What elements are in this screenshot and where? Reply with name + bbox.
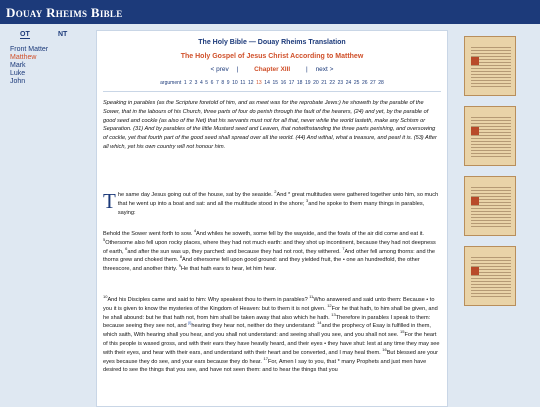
verse-number: 12 [327, 302, 332, 308]
divider [103, 91, 441, 92]
verse-number: 16 [382, 346, 387, 352]
verse-4: And whiles he soweth, some fell by the wayside, and the fowls of the air did come and eat it. [196, 231, 424, 237]
chapter-link-12[interactable]: 12 [248, 80, 254, 86]
chapter-summary [103, 99, 441, 152]
page-lines [471, 115, 511, 159]
header-bar [0, 0, 540, 24]
verse-number: 15 [399, 329, 405, 335]
illuminated-initial [471, 127, 479, 135]
illuminated-initial [471, 197, 479, 205]
manuscript-thumbnail[interactable] [464, 246, 516, 306]
prev-chapter-link[interactable]: < prev [210, 66, 229, 73]
chapter-link-24[interactable]: 24 [345, 80, 352, 86]
verse-paragraph-2 [103, 230, 441, 274]
chapter-links [97, 80, 447, 86]
verse-number: 7 [342, 245, 345, 251]
sidebar-item-front-matter[interactable]: Front Matter [10, 46, 49, 53]
verse-5: Othersome also fell upon rocky places, where they had not much earth: and they shot up incontinent, because they had not deepness of earth, [103, 239, 436, 255]
chapter-link-13[interactable]: 13 [256, 80, 262, 86]
illuminated-initial [471, 267, 479, 275]
verse-7: And other fell among thorns: and the thorns grew and choked them. [103, 248, 435, 264]
chapter-link-22[interactable]: 22 [329, 80, 335, 86]
manuscript-thumbnail[interactable] [464, 106, 516, 166]
verse-number: 11 [309, 294, 314, 300]
page-lines [471, 185, 511, 229]
chapter-link-21[interactable]: 21 [321, 80, 327, 86]
chapter-link-16[interactable]: 16 [280, 80, 287, 86]
verse-paragraph-1 [103, 191, 441, 217]
verse-17: For, Amen I say to you, that * many Prophets and just men have desired to see the things that you see, and have not seen them: and to hear the things that you [103, 358, 427, 374]
manuscript-thumbnail[interactable] [464, 176, 516, 236]
chapter-link-14[interactable]: 14 [264, 80, 270, 86]
verse-16: But blessed are your eyes because they do see, and your ears because they do hear. [103, 349, 438, 365]
sidebar-item-john[interactable]: John [10, 78, 26, 85]
verse-2: And * great multitudes were gathered together unto him, so much that he went up into a boat and sat: and all the multitude stood in the shore; [117, 192, 439, 207]
chapter-link-1[interactable]: 1 [183, 80, 187, 86]
book-list [10, 46, 48, 86]
page-lines [471, 255, 511, 299]
manuscript-thumbnail[interactable] [464, 36, 516, 96]
verse-8: And othersome fell upon good ground: and they yielded fruit, the • one an hundredfold, the other threescore, and another thirty. [103, 257, 420, 273]
verse-12: For he that hath, to him shall be given, and he shall abound: but he that hath not, from him shall be taken away that also which he hath. [103, 305, 438, 321]
verse-13: Therefore in parables I speak to them: because seeing they see not, and [103, 314, 431, 330]
chapter-link-27[interactable]: 27 [370, 80, 376, 86]
manuscript-thumbnails [452, 24, 540, 405]
chapter-link-6[interactable]: 6 [210, 80, 214, 86]
sidebar-item-matthew[interactable]: Matthew [10, 54, 37, 61]
verse-3: and he spoke to them many things in parables, saying: [117, 200, 425, 216]
testament-tabs [6, 31, 88, 43]
verse-10: And his Disciples came and said to him: Why speakest thou to them in parables? [107, 297, 308, 303]
sidebar [0, 24, 92, 405]
verse-3b: Behold the Sower went forth to sow. [103, 231, 193, 237]
chapter-nav [97, 66, 447, 73]
verse-number: 6 [125, 245, 128, 251]
illuminated-initial [471, 57, 479, 65]
book-title: The Holy Gospel of Jesus Christ According to Matthew [180, 53, 364, 60]
next-chapter-link[interactable]: next > [315, 66, 334, 73]
footnote-link[interactable]: [i] [188, 320, 192, 326]
site-brand[interactable]: Douay Rheims Bible [6, 5, 123, 20]
verse-11: Who answered and said unto them: Because • to you it is given to know the mysteries of the Kingdom of Heaven: but to them it is not given. [103, 297, 435, 312]
verse-number: 4 [193, 228, 197, 234]
verse-9: He that hath ears to hear, let him hear. [181, 266, 277, 273]
chapter-link-4[interactable]: 4 [199, 80, 203, 86]
chapter-link-20[interactable]: 20 [313, 80, 319, 86]
chapter-link-26[interactable]: 26 [361, 80, 368, 86]
main-content [96, 30, 448, 407]
verse-number: 10 [103, 294, 108, 300]
page-lines [471, 45, 511, 89]
current-chapter: Chapter XIII [254, 66, 291, 73]
verse-15: For the heart of this people is waxed gross, and with their ears they have heavily heard, and their eyes • they have shut: lest at any time they may see with their eyes, and hear with their ears, and understand with their heart and be converted, and I may heal them. [103, 332, 440, 356]
chapter-link-19[interactable]: 19 [305, 80, 311, 86]
tab-ot[interactable]: OT [20, 31, 30, 38]
verse-number: 8 [179, 254, 183, 260]
chapter-link-15[interactable]: 15 [272, 80, 278, 86]
nav-separator: | [306, 66, 308, 73]
verse-number: 13 [331, 311, 336, 317]
argument-link[interactable]: argument [160, 80, 182, 86]
page-title: The Holy Bible — Douay Rheims Translation [198, 39, 346, 46]
chapter-link-17[interactable]: 17 [288, 80, 295, 86]
chapter-link-7[interactable]: 7 [216, 80, 219, 86]
chapter-link-3[interactable]: 3 [194, 80, 198, 86]
chapter-link-5[interactable]: 5 [205, 80, 209, 86]
summary-text: Speaking in parables (as the Scripture foretold of him, and as meet was for the reprobate Jews:) he showeth by the parable of the Sower, that in the labours of his Church, three parts of four do perish through the fault of the hearers, (24) and yet, by the parable of good seed and cockle (as also of the Net) that his servants must not for all that, never while the world lasteth, make any Schism or Separation. (31) And by parables of the little Mustard seed and Leaven, that notwithstanding the three parts perishing, and oversowing of cockle, yet that fourth part of the good seed shall spread over all the world. (44) And withal, what a treasure, and pearl it is. (53) After all which, yet his own country will not honour him. [103, 100, 437, 150]
verse-1: he same day Jesus going out of the house, sat by the seaside. [117, 192, 273, 198]
chapter-link-18[interactable]: 18 [296, 80, 303, 86]
chapter-link-10[interactable]: 10 [232, 80, 238, 86]
verse-number: 9 [178, 263, 182, 269]
verse-number: 17 [263, 355, 268, 361]
verse-6: and after the sun was up, they parched: and because they had not root, they withered. [127, 248, 341, 255]
chapter-link-9[interactable]: 9 [226, 80, 230, 86]
verse-number: 5 [103, 236, 106, 242]
drop-cap: T [103, 189, 116, 213]
verse-14: and the prophecy of Esay is fulfilled in them, which saith, With hearing shall you hear, and you shall not understand: and seeing shall you see, and you shall not see. [103, 323, 431, 339]
chapter-link-11[interactable]: 11 [240, 80, 246, 86]
chapter-link-23[interactable]: 23 [337, 80, 344, 86]
chapter-link-8[interactable]: 8 [221, 80, 225, 86]
verse-number: 2 [274, 189, 277, 195]
chapter-link-25[interactable]: 25 [353, 80, 360, 86]
nav-separator: | [236, 66, 239, 73]
verse-paragraph-3 [103, 296, 441, 375]
tab-nt[interactable]: NT [58, 31, 68, 38]
sidebar-item-luke[interactable]: Luke [10, 70, 26, 77]
verse-13b: hearing they hear not, neither do they understand: [191, 323, 316, 330]
chapter-link-28[interactable]: 28 [378, 80, 384, 86]
sidebar-item-mark[interactable]: Mark [10, 62, 26, 69]
verse-number: 14 [317, 320, 322, 326]
verse-number: 3 [305, 197, 309, 203]
chapter-link-2[interactable]: 2 [189, 80, 192, 86]
